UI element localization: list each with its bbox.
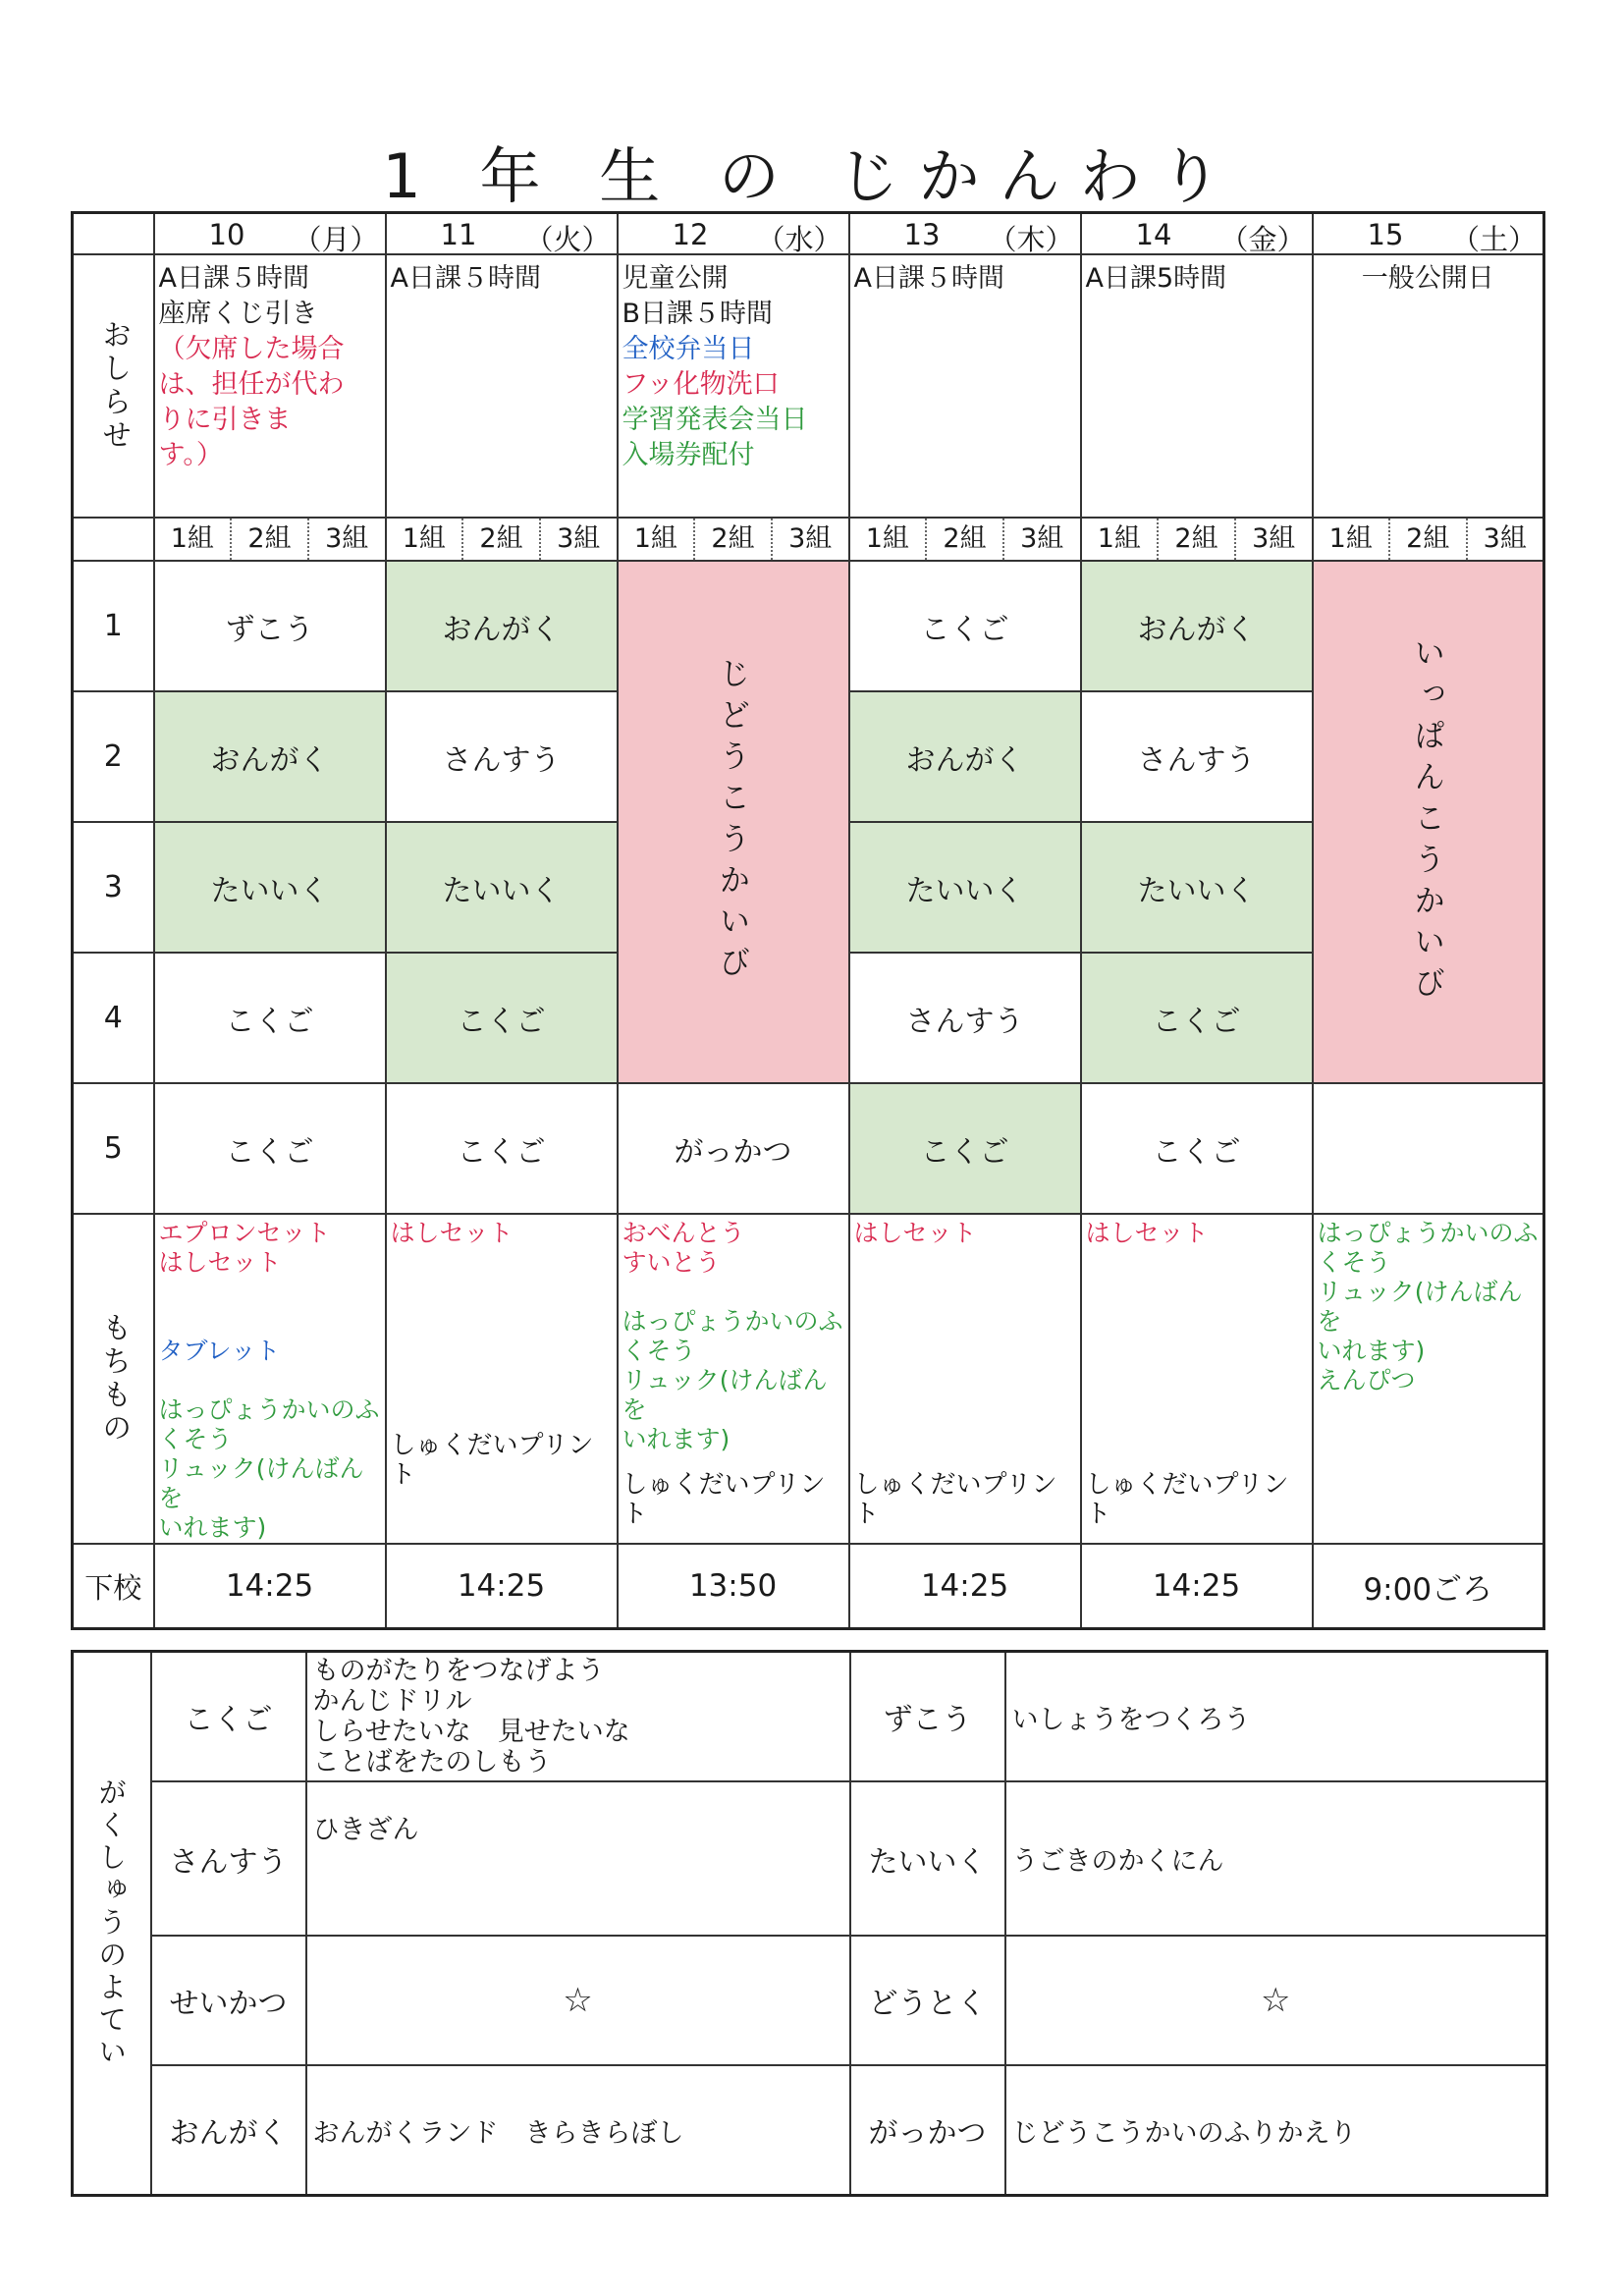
corner-cell [73, 213, 154, 255]
lesson-cell: こくご [849, 1083, 1081, 1214]
lesson-cell: こくご [1081, 953, 1313, 1083]
plan-label: がくしゅうのよてい [94, 1777, 129, 2069]
lesson-cell: たいいく [849, 822, 1081, 953]
lesson-cell: こくご [1081, 1083, 1313, 1214]
notice-label-cell [73, 254, 154, 518]
dismissal-time-sat: 9:00ごろ [1313, 1544, 1544, 1629]
plan-subject: おんがく [151, 2065, 306, 2196]
lesson-cell: ずこう [154, 561, 386, 691]
notice-tue: A日課５時間 [386, 254, 618, 518]
plan-content: ひきざん [306, 1781, 850, 1936]
lesson-cell: こくご [386, 1083, 618, 1214]
star-icon: ☆ [306, 1936, 850, 2065]
plan-content: いしょうをつくろう [1005, 1652, 1547, 1782]
period-number: 3 [73, 822, 154, 953]
day-header-sat: 15 （土） [1313, 213, 1544, 255]
period-number: 5 [73, 1083, 154, 1214]
day-header-fri: 14 （金） [1081, 213, 1313, 255]
dismissal-time-wed: 13:50 [618, 1544, 849, 1629]
lesson-cell: たいいく [154, 822, 386, 953]
dismissal-label: 下校 [73, 1544, 154, 1629]
day-header-wed: 12 （水） [618, 213, 849, 255]
class-header-tue: 1組 2組 3組 [386, 518, 618, 561]
lesson-cell: たいいく [1081, 822, 1313, 953]
notice-fri: A日課5時間 [1081, 254, 1313, 518]
bring-thu: はしセット しゅくだいプリント [849, 1214, 1081, 1544]
lesson-cell: さんすう [386, 691, 618, 822]
plan-content: じどうこうかいのふりかえり [1005, 2065, 1547, 2196]
plan-content: おんがくランド きらきらぼし [306, 2065, 850, 2196]
notice-label: おしらせ [96, 319, 132, 453]
plan-subject: せいかつ [151, 1936, 306, 2065]
lesson-cell: たいいく [386, 822, 618, 953]
bring-mon: エプロンセット はしセット タブレット はっぴょうかいのふ くそう リュック(けんばんを いれます) [154, 1214, 386, 1544]
bring-sat: はっぴょうかいのふ くそう リュック(けんばんを いれます) えんぴつ [1313, 1214, 1544, 1544]
plan-content: ものがたりをつなげよう かんじドリル しらせたいな 見せたいな ことばをたのしもう [306, 1652, 850, 1782]
class-header-fri: 1組 2組 3組 [1081, 518, 1313, 561]
plan-subject: がっかつ [850, 2065, 1005, 2196]
plan-subject: どうとく [850, 1936, 1005, 2065]
plan-subject: こくご [151, 1652, 306, 1782]
period-number: 4 [73, 953, 154, 1083]
lesson-cell: こくご [386, 953, 618, 1083]
study-plan-table [71, 1650, 1548, 2197]
plan-subject: ずこう [850, 1652, 1005, 1782]
lesson-cell: さんすう [849, 953, 1081, 1083]
class-header-wed: 1組 2組 3組 [618, 518, 849, 561]
notice-mon: A日課５時間 座席くじ引き （欠席した場合 は、担任が代わ りに引きま す。） [154, 254, 386, 518]
bring-tue: はしセット しゅくだいプリント [386, 1214, 618, 1544]
plan-subject: さんすう [151, 1781, 306, 1936]
period-number: 2 [73, 691, 154, 822]
notice-sat: 一般公開日 [1313, 254, 1544, 518]
lesson-cell: がっかつ [618, 1083, 849, 1214]
dismissal-time-fri: 14:25 [1081, 1544, 1313, 1629]
plan-label-cell [73, 1652, 151, 2196]
notice-wed: 児童公開 B日課５時間 全校弁当日 フッ化物洗口 学習発表会当日 入場券配付 [618, 254, 849, 518]
bring-fri: はしセット しゅくだいプリント [1081, 1214, 1313, 1544]
bring-label: もちもの [96, 1312, 132, 1446]
dismissal-time-tue: 14:25 [386, 1544, 618, 1629]
event-cell-wed: じどうこうかいび [618, 561, 849, 1083]
bring-wed: おべんとう すいとう はっぴょうかいのふ くそう リュック(けんばんを いれます) しゅくだいプリント [618, 1214, 849, 1544]
class-header-sat: 1組 2組 3組 [1313, 518, 1544, 561]
event-cell-sat: いっぱんこうかいび [1313, 561, 1544, 1083]
lesson-cell: おんがく [154, 691, 386, 822]
plan-subject: たいいく [850, 1781, 1005, 1936]
notice-thu: A日課５時間 [849, 254, 1081, 518]
lesson-cell-empty [1313, 1083, 1544, 1214]
dismissal-time-thu: 14:25 [849, 1544, 1081, 1629]
day-header-tue: 11 （火） [386, 213, 618, 255]
class-corner-cell [73, 518, 154, 561]
plan-content: うごきのかくにん [1005, 1781, 1547, 1936]
day-header-thu: 13 （木） [849, 213, 1081, 255]
lesson-cell: こくご [154, 1083, 386, 1214]
dismissal-time-mon: 14:25 [154, 1544, 386, 1629]
bring-label-cell [73, 1214, 154, 1544]
lesson-cell: おんがく [386, 561, 618, 691]
period-number: 1 [73, 561, 154, 691]
class-header-mon: 1組 2組 3組 [154, 518, 386, 561]
lesson-cell: さんすう [1081, 691, 1313, 822]
lesson-cell: こくご [154, 953, 386, 1083]
class-header-thu: 1組 2組 3組 [849, 518, 1081, 561]
weekly-schedule-table [71, 211, 1545, 1630]
day-header-mon: 10 （月） [154, 213, 386, 255]
lesson-cell: おんがく [1081, 561, 1313, 691]
page-title: 1 年 生 の じかんわり [382, 140, 1241, 212]
lesson-cell: おんがく [849, 691, 1081, 822]
lesson-cell: こくご [849, 561, 1081, 691]
star-icon: ☆ [1005, 1936, 1547, 2065]
